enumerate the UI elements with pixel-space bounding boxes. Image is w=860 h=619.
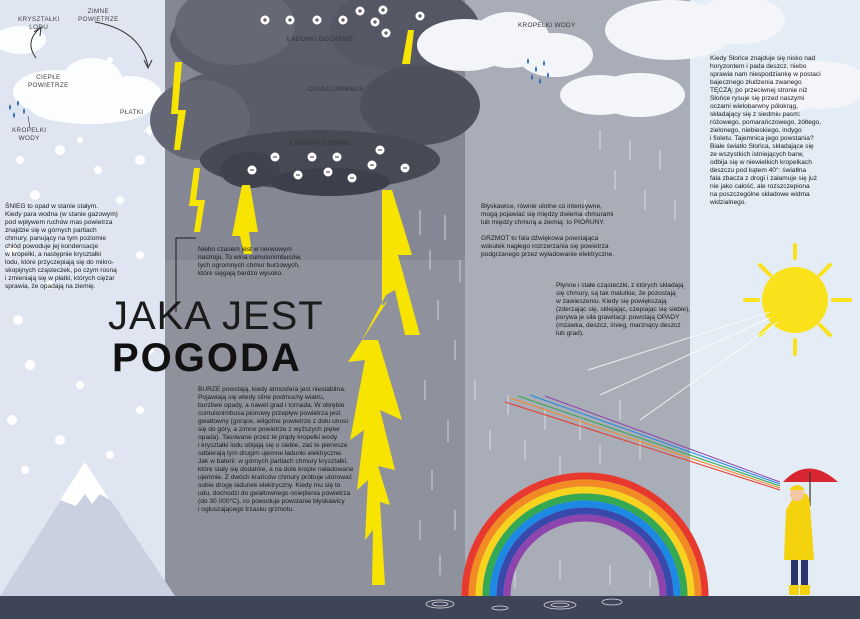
text-niebo: Niebo czasem jest w nerwowym nastroju. To wina cumulonimbusów, tych ogromnych chmur burzowych, które sięgają bardzo wysoko. xyxy=(198,246,302,277)
label-kropelki-wody-right: KROPELKI WODY xyxy=(518,22,576,29)
label-zimne-powietrze: ZIMNE POWIETRZE xyxy=(78,8,119,23)
text-plynne: Płynne i stałe cząsteczki, z których składają się chmury, są tak malutkie, że pozostają w zawieszeniu. Kiedy się powiększają (zderzając się, sklejając, czepiając się siebie), porywa je siła grawitacji: powstają OPADY (mżawka, deszcz, śnieg, marznący deszcz lub grad). xyxy=(556,282,691,337)
label-platki: PŁATKI xyxy=(120,109,144,116)
text-snieg: ŚNIEG to opad w stanie stałym. Kiedy para wodna (w stanie gazowym) pod wpływem ruchów mas powietrza znajdzie się w górnych partiach chmury, panujący na tym poziomie chłód powoduje jej kondensacje w kropelki, a następnie kryształki lodu, które przyczepiają się do mikro- skopijnych cząsteczek, po czym rosną i zmieniają się w płatki, których ciężar sprawia, że opadają na ziemię. xyxy=(5,203,118,290)
label-cumulonimbus: CUMULONIMBUS xyxy=(308,86,365,93)
label-ladunki-ujemne: ŁADUNKI UJEMNE xyxy=(290,140,350,147)
text-grzmot: GRZMOT to fala dźwiękowa powstająca wskutek nagłego rozrzerzania się powietrza podgrzanego przez wyładowanie elektryczne. xyxy=(481,235,615,258)
label-ladunki-dodatnie: ŁADUNKI DODATNIE xyxy=(287,36,354,43)
ground xyxy=(0,596,860,619)
text-burze: BURZE powstają, kiedy atmosfera jest niestabilna. Pojawiają się wtedy silne podmuchy wiatru, burzliwe opady, a nawet grad i tornada. W obrębie cumulonimbusa pionowy przepływ powietrza jest gwałtowny (gorące, wilgotne powietrze z dołu unosi się do góry, a zimne powietrze z wyższych pięter opada). Tasowane przez te prądy kropelki wody i kryształki lodu obijają się o siebie, zaś te pierwsze odbierają tym drugim ujemne ładunki elektryczne. Jak w baterii: w górnych partiach chmury kryształki, które stały się dodatnie, a na dole kropie naładowane ujemnie. Z dwóch krańców chmury próbuje utorować sobie drogę ładunek elektryczny. Kiedy mu się to udu, dochodzi do gwałtownego ocieplenia powietrza (do 30 000°C), co powoduje powstanie błyskawicy i ogłuszającego trzasku grzmotu. xyxy=(198,386,354,513)
page-title-line1: JAKA JEST xyxy=(108,294,324,338)
page-title-line2: POGODA xyxy=(112,336,302,380)
label-kropelki-wody-left: KROPELKI WODY xyxy=(12,127,47,142)
label-cieple-powietrze: CIEPŁE POWIETRZE xyxy=(28,74,69,89)
text-tecza: Kiedy Słońce znajduje się nisko nad horyzontem i pada deszcz, niebo sprawia nam niespodziankę w postaci bajecznego złudzenia zwanego TĘCZĄ: po przeciwnej stronie niż Słońce rysuje się przed naszymi oczami wielobarwny półokrąg, składający się z siedmiu pasm: różowego, pomarańczowego, żółtego, zielonego, niebieskiego, indygo i fioletu. Tajemnica jego powstania? Białe światło Słońca, składające się ze wszystkich istniejących barw, odbija się w niewielkich kropelkach deszczu pod kątem 40°: światłna fala zbacza z drogi i załamuje się już nie jako całość, ale rozszczepiona na poszczególne składowe widma widzialnego. xyxy=(710,55,822,206)
text-blyskawice: Błyskawice, równie ulotne co intensywne, mogą pojawiać się między dwiema chmurami lub między chmurą a ziemią: to PIORUNY. xyxy=(481,203,614,226)
label-krysztalki-lodu: KRYSZTAŁKI LODU xyxy=(18,16,60,31)
